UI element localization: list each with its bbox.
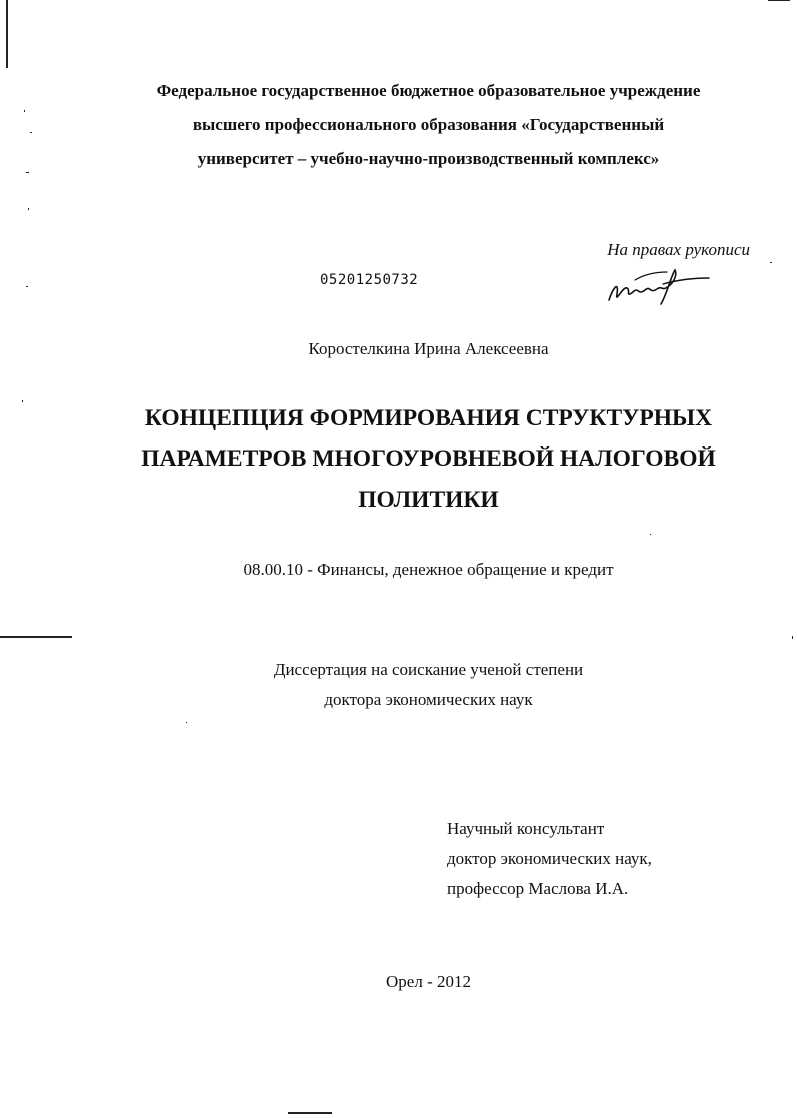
scan-mark-bottom <box>288 1112 332 1114</box>
institution-line-1: Федеральное государственное бюджетное образовательное учреждение <box>156 81 701 100</box>
degree-line-1: Диссертация на соискание ученой степени <box>273 660 584 679</box>
degree-statement <box>30 655 797 715</box>
scan-mark-top-right <box>768 0 790 1</box>
institution-line-2: высшего профессионального образования «Государственный <box>192 115 665 134</box>
title-line-2: ПАРАМЕТРОВ МНОГОУРОВНЕВОЙ НАЛОГОВОЙ <box>141 446 716 472</box>
author-name: Коростелкина Ирина Алексеевна <box>308 339 549 358</box>
scan-speck <box>186 722 187 723</box>
scan-speck <box>26 286 28 287</box>
scan-speck <box>792 636 793 639</box>
scan-speck <box>28 208 29 210</box>
scan-speck <box>650 534 651 535</box>
dissertation-title <box>30 398 797 521</box>
scan-mark-left-vertical <box>6 0 8 68</box>
scan-speck <box>26 172 29 173</box>
institution-header <box>30 74 797 176</box>
consultant-line-2: доктор экономических наук, <box>447 849 652 868</box>
scan-speck <box>770 262 772 263</box>
institution-line-3: университет – учебно-научно-производственный комплекс» <box>197 149 660 168</box>
scan-speck <box>22 400 23 402</box>
scientific-consultant <box>447 814 652 904</box>
consultant-line-3: профессор Маслова И.А. <box>447 879 629 898</box>
specialty-code: 08.00.10 - Финансы, денежное обращение и кредит <box>243 560 614 579</box>
rights-note: На правах рукописи <box>607 240 750 259</box>
title-line-1: КОНЦЕПЦИЯ ФОРМИРОВАНИЯ СТРУКТУРНЫХ <box>144 405 713 431</box>
consultant-line-1: Научный консультант <box>447 819 605 838</box>
catalog-code: 05201250732 <box>320 272 419 288</box>
city-and-year: Орел - 2012 <box>386 972 471 991</box>
scan-speck <box>24 110 25 112</box>
handwritten-signature-icon <box>605 264 715 308</box>
scan-mark-left-rule <box>0 636 72 638</box>
title-line-3: ПОЛИТИКИ <box>358 487 499 513</box>
degree-line-2: доктора экономических наук <box>324 690 533 709</box>
